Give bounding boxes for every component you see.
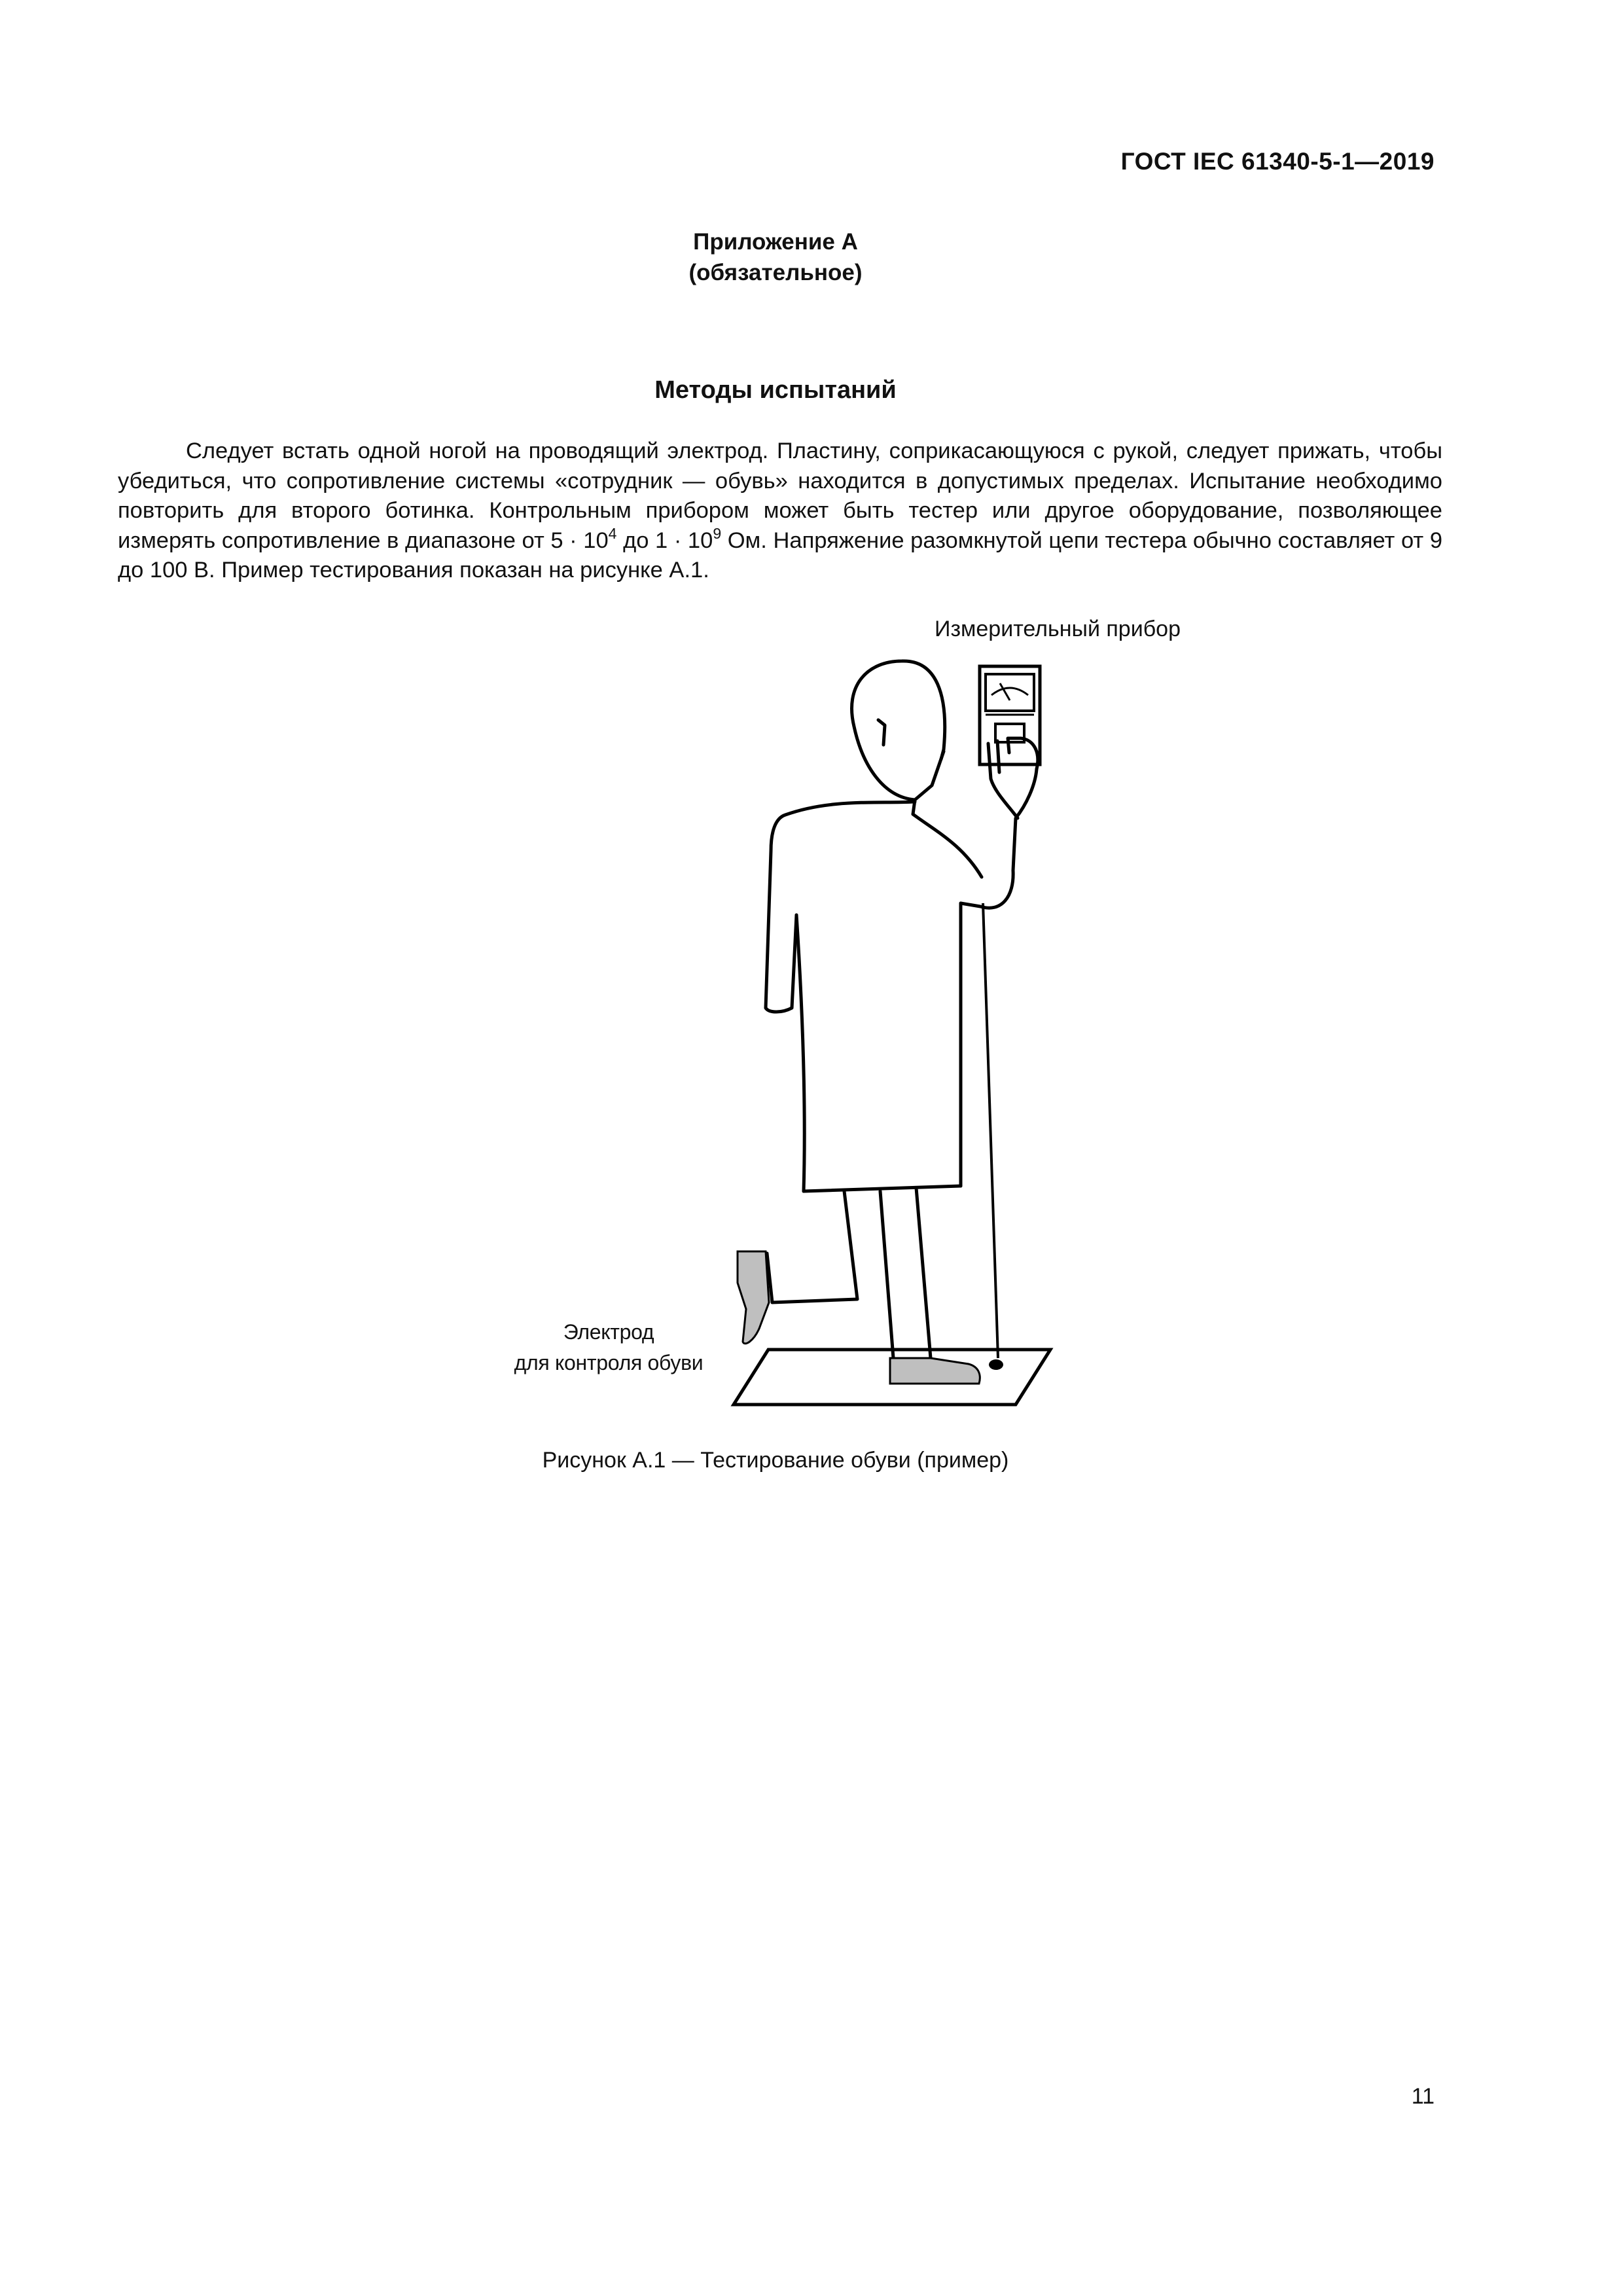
paragraph-part-1: Следует встать одной ногой на проводящий электрод. Пластину, соприкасающуюся с рукой, следует прижать, чтобы убедиться, что сопротивление системы «сотрудник — обувь» находится в допустимых пределах. Испытание необходимо повторить для второго ботинка. Контрольным прибором может быть тестер или другое оборудование, позволяющее измерять сопротивление в диапазоне от 5 · 10 <box>118 439 1442 553</box>
figure-caption: Рисунок А.1 — Тестирование обуви (пример) <box>542 1448 1009 1473</box>
annex-title: Приложение А <box>693 229 858 255</box>
annex-status: (обязательное) <box>688 260 863 285</box>
meter-label: Измерительный прибор <box>935 617 1181 641</box>
section-title: Методы испытаний <box>654 376 897 404</box>
electrode-label <box>497 1317 720 1378</box>
exponent-2: 9 <box>713 524 722 542</box>
electrode-label-line-1: Электрод <box>563 1320 654 1344</box>
standard-code: ГОСТ IEC 61340-5-1—2019 <box>1120 148 1435 175</box>
raised-shoe <box>738 1251 769 1344</box>
page-number: 11 <box>1411 2084 1435 2109</box>
electrode-contact <box>989 1359 1003 1370</box>
paragraph-part-2: до 1 · 10 <box>616 528 713 553</box>
exponent-1: 4 <box>608 524 617 542</box>
ground-wire <box>983 903 998 1358</box>
electrode-label-line-2: для контроля обуви <box>514 1351 704 1374</box>
paragraph-part-3: Ом. Напряжение разомкнутой цепи тестера обычно составляет от 9 до 100 В. Пример тестирования показан на рисунке А.1. <box>118 528 1443 583</box>
